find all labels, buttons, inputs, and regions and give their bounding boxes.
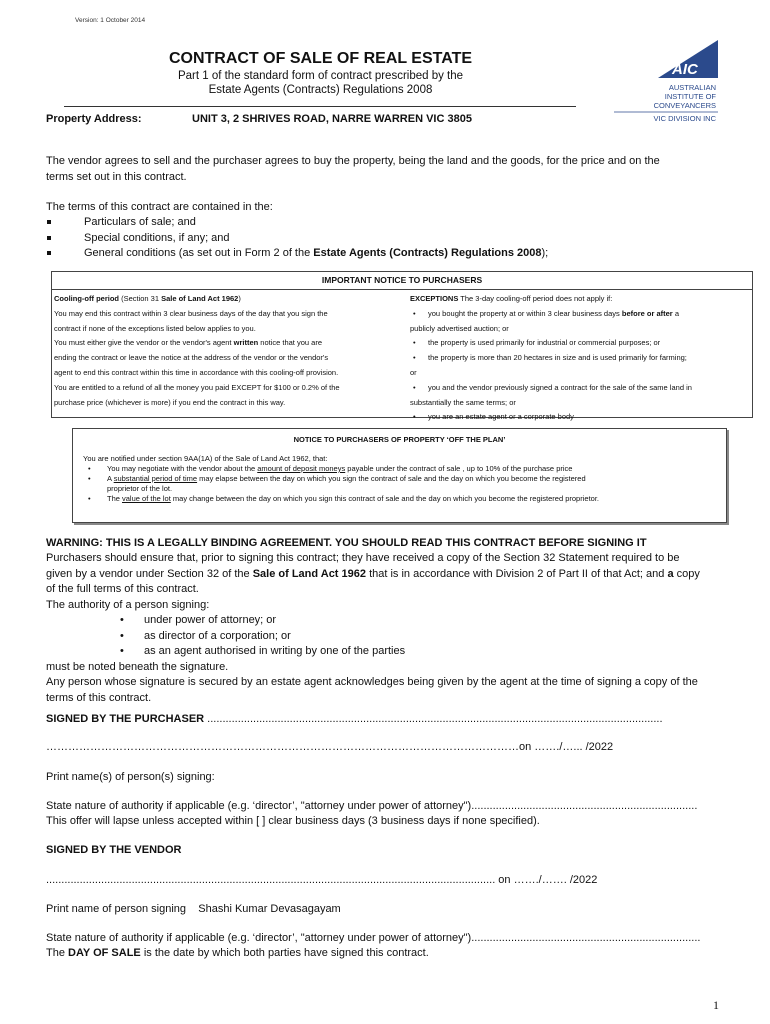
purchaser-label: SIGNED BY THE PURCHASER — [46, 713, 205, 725]
header-rule — [64, 106, 576, 107]
warning-line: Any person whose signature is secured by an estate agent acknowledges being given by the agent at the time of signing a copy of the — [46, 676, 698, 688]
vendor-print-label: Print name of person signing — [46, 903, 187, 915]
cooling-off-column — [54, 292, 409, 410]
purchaser-print-name-label[interactable]: Print name(s) of person(s) signing: — [46, 771, 215, 783]
warning-body — [46, 551, 746, 706]
document-subtitle — [148, 69, 493, 97]
notice-line: You are entitled to a refund of all the money you paid EXCEPT for $100 or 0.2% of the — [54, 382, 340, 392]
warning-line: must be noted beneath the signature. — [46, 660, 229, 673]
list-item: • under power of attorney; or — [46, 613, 746, 629]
intro-line: terms set out in this contract. — [46, 170, 187, 183]
vendor-label: SIGNED BY THE VENDOR — [46, 844, 182, 856]
term-label: Special conditions, if any; and — [84, 231, 230, 244]
day-of-sale-text: The DAY OF SALE is the date by which both parties have signed this contract. — [46, 947, 429, 959]
notice-line: purchase price (whichever is more) if you end the contract in this way. — [54, 397, 286, 407]
square-bullet-icon — [47, 220, 51, 224]
important-notice-box — [51, 271, 753, 422]
term-tail: ); — [541, 247, 549, 259]
off-the-plan-item: • The value of the lot may change between the day on which you sign this contract of sale and the day on which you become the registered proprietor. — [83, 494, 718, 504]
off-the-plan-title: NOTICE TO PURCHASERS OF PROPERTY ‘OFF THE PLAN’ — [293, 435, 506, 444]
document-title: CONTRACT OF SALE OF REAL ESTATE — [168, 50, 473, 67]
exception-continuation: substantially the same terms; or — [410, 397, 516, 407]
notice-title: IMPORTANT NOTICE TO PURCHASERS — [321, 275, 483, 285]
intro-line: The vendor agrees to sell and the purchaser agrees to buy the property, being the land and the goods, for the price and on the — [46, 155, 660, 167]
notice-line: agent to end this contract within this time in accordance with this cooling-off provision. — [54, 367, 339, 377]
notice-line: You may end this contract within 3 clear business days of the day that you sign the — [54, 308, 328, 318]
property-address-label: Property Address: — [46, 113, 142, 125]
authority-list — [46, 613, 746, 660]
logo-line: CONVEYANCERS — [653, 101, 716, 110]
logo-line: INSTITUTE OF — [664, 92, 716, 101]
notice-line: contract if none of the exceptions listed below applies to you. — [54, 323, 256, 333]
purchaser-date-line[interactable]: …………………………………………………………………………………………………………………on ……./…... /2022 — [46, 741, 614, 753]
term-label: Particulars of sale; and — [84, 216, 196, 228]
purchaser-signature-line[interactable] — [46, 712, 663, 728]
intro-paragraph — [46, 154, 706, 185]
exception-item: • the property is used primarily for industrial or commercial purposes; or — [410, 336, 750, 351]
notice-divider — [52, 289, 752, 290]
property-address-value: UNIT 3, 2 SHRIVES ROAD, NARRE WARREN VIC 3805 — [192, 113, 472, 125]
exception-item: • you and the vendor previously signed a contract for the sale of the same land in — [410, 381, 750, 396]
purchaser-authority-line[interactable]: State nature of authority if applicable (e.g. ‘director’, "attorney under power of attorney").......................................................................... — [46, 800, 698, 812]
off-the-plan-body — [83, 454, 718, 504]
list-item: • as director of a corporation; or — [46, 629, 746, 645]
page-number: 1 — [713, 998, 719, 1012]
exception-item: • you are an estate agent or a corporate body — [410, 410, 750, 425]
logo-mark: AIC — [672, 61, 698, 78]
terms-heading: The terms of this contract are contained in the: — [46, 201, 273, 213]
exception-or: or — [410, 367, 417, 377]
exception-continuation: publicly advertised auction; or — [410, 323, 509, 333]
vendor-print-name — [46, 902, 341, 918]
off-the-plan-item: • A substantial period of time may elapse between the day on which you sign the contract of sale and the day on which you become the registered — [83, 474, 718, 484]
logo-line: AUSTRALIAN — [668, 83, 716, 92]
exception-item: • the property is more than 20 hectares in size and is used primarily for farming; — [410, 351, 750, 366]
off-the-plan-intro: You are notified under section 9AA(1A) of the Sale of Land Act 1962, that: — [83, 454, 328, 463]
warning-line: terms of this contract. — [46, 691, 152, 704]
off-the-plan-continuation: proprietor of the lot. — [107, 484, 173, 493]
warning-heading: WARNING: THIS IS A LEGALLY BINDING AGREEMENT. YOU SHOULD READ THIS CONTRACT BEFORE SIGNING IT — [46, 537, 647, 549]
warning-line: Purchasers should ensure that, prior to signing this contract; they have received a copy of the Section 32 Statement required to be — [46, 552, 680, 564]
exception-item: • you bought the property at or within 3 clear business days before or after a — [410, 307, 750, 322]
term-bold: Estate Agents (Contracts) Regulations 2008 — [313, 247, 542, 259]
signature-dots: ..................................................................................................................................................... — [204, 713, 663, 725]
term-label: General conditions (as set out in Form 2 of the — [84, 247, 314, 259]
vendor-authority-line[interactable]: State nature of authority if applicable (e.g. ‘director’, "attorney under power of attorney")........................................................................... — [46, 932, 701, 944]
terms-list — [46, 215, 548, 262]
off-the-plan-notice-box — [72, 428, 727, 523]
list-item — [46, 231, 548, 247]
warning-line: of the full terms of this contract. — [46, 583, 199, 595]
off-the-plan-item: • You may negotiate with the vendor about the amount of deposit moneys payable under the contract of sale , up to 10% of the purchase price — [83, 464, 718, 474]
vendor-print-value: Shashi Kumar Devasagayam — [198, 903, 341, 915]
list-item — [46, 215, 548, 231]
exceptions-heading: EXCEPTIONS The 3-day cooling-off period does not apply if: — [410, 294, 613, 303]
list-item: • as an agent authorised in writing by one of the parties — [46, 644, 746, 660]
subtitle-line: Estate Agents (Contracts) Regulations 2008 — [208, 84, 433, 96]
notice-line: ending the contract or leave the notice at the address of the vendor or the vendor's — [54, 353, 329, 363]
square-bullet-icon — [47, 251, 51, 255]
notice-line: You must either give the vendor or the vendor's agent written notice that you are — [54, 338, 322, 348]
version-text: Version: 1 October 2014 — [75, 17, 146, 24]
logo-line: VIC DIVISION INC — [653, 114, 716, 123]
square-bullet-icon — [47, 236, 51, 240]
subtitle-line: Part 1 of the standard form of contract prescribed by the — [177, 70, 464, 82]
list-item — [46, 246, 548, 262]
cooling-off-heading: Cooling-off period (Section 31 Sale of Land Act 1962) — [54, 294, 241, 303]
warning-line: given by a vendor under Section 32 of the Sale of Land Act 1962 that is in accordance with Division 2 of Part II of that Act; and a copy — [46, 567, 700, 580]
aic-logo — [612, 40, 722, 126]
vendor-signature-line[interactable]: ................................................................................................................................................... on ……./……. /2022 — [46, 874, 598, 886]
warning-line: The authority of a person signing: — [46, 598, 210, 611]
offer-lapse-text: This offer will lapse unless accepted within [ ] clear business days (3 business days if none specified). — [46, 815, 540, 827]
exceptions-column — [410, 292, 750, 425]
